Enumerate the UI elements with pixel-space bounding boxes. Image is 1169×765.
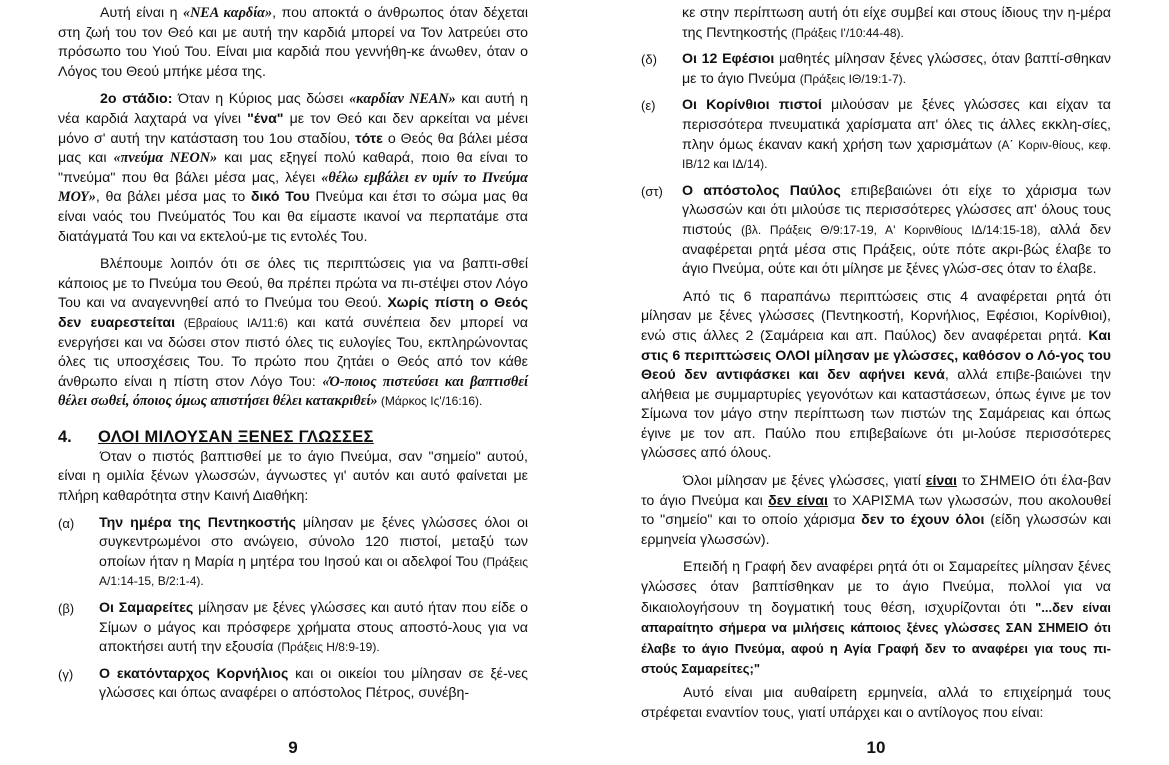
text: Από τις 6 παραπάνω περιπτώσεις στις 4 αναφέρεται ρητά ότι μίλησαν με ξένες γλώσσες (Πεντηκοστή, Κορνήλιος, Εφέσιοι, Κορίνθιοι), ενώ στις άλλες 2 (Σαμάρεια και απ. Παύλος) δεν αναφέρεται ρητά. bbox=[641, 288, 1111, 344]
list-item-text bbox=[682, 4, 1111, 43]
scripture-ref: (Πράξεις Α/1:14-15, Β/2:1-4). bbox=[99, 554, 528, 589]
list-item bbox=[641, 96, 1111, 174]
left-page bbox=[58, 0, 528, 765]
text: μίλησαν με ξένες γλώσσες και αυτό ήταν που είδε ο Σίμων ο μάγος και πρόσφερε χρήματα στους αποστό-λους για να αποκτήσει αυτή την εξουσία bbox=[99, 600, 528, 656]
text: αλλά δεν αναφέρεται ρητά μέσα στις Πράξεις, ούτε πότε ακρι-βώς έλαβε το άγιο Πνεύμα, ούτε και ότι μίλησε με ξένες γλώσ-σες όταν το έλαβε. bbox=[682, 221, 1112, 278]
left-page-body bbox=[58, 0, 528, 704]
text: , θα βάλει μέσα μας το bbox=[95, 189, 251, 206]
list-item bbox=[641, 182, 1111, 280]
emphasis: «καρδίαν ΝΕΑΝ» bbox=[349, 91, 456, 108]
quote: "...δεν είναι απαραίτητο σήμερα να μιλήσεις κάποιος ξένες γλώσσες ΣΑΝ ΣΗΜΕΙΟ ότι έλαβε το άγιο Πνεύμα, αφού η Αγία Γραφή δεν το αναφέρει για τους πι-στούς Σαμαρείτες;" bbox=[641, 599, 1111, 677]
paragraph-new-heart bbox=[58, 4, 528, 82]
emphasis: δεν το έχουν όλοι bbox=[861, 512, 985, 529]
list-marker: (ε) bbox=[641, 98, 656, 114]
emphasis: τότε bbox=[355, 130, 383, 147]
quote: «Ό-ποιος πιστεύσει και βαπτισθεί θέλει σωθεί, όποιος όμως απιστήσει θέλει κατακριθεί» bbox=[58, 373, 528, 410]
emphasis: "ένα" bbox=[247, 110, 284, 127]
emphasis: Χωρίς πίστη ο Θεός δεν ευαρεστείται bbox=[58, 295, 528, 331]
text: Όταν η Κύριος μας δώσει bbox=[172, 91, 350, 108]
text: μίλησαν με ξένες γλώσσες όλοι οι συγκεντρωμένοι στο ανώγειο, σύνολο 120 πιστοί, μεταξύ των οποίων ήταν η Μαρία η μητέρα του Ιησού και οι αδελφοί Του bbox=[99, 514, 528, 570]
list-lead: Οι Σαμαρείτες bbox=[99, 600, 194, 617]
text: , αλλά επιβε-βαιώνει την αλήθεια με συμμαρτυρίες γεγονότων και καταστάσεων, όπως έγινε με τον Σίμωνα τον μάγο στην περίπτωση των πιστών της Σαμάρειας και όπως έγινε με τον απ. Παύλο που επιβεβαίωνε ότι μι-λούσε περισσότερες γλώσσες από όλους. bbox=[641, 367, 1112, 462]
scripture-ref: (Μάρκος Ις'/16:16). bbox=[377, 394, 483, 409]
section-heading bbox=[58, 428, 528, 447]
right-page bbox=[641, 0, 1111, 765]
text: Αυτή είναι η bbox=[100, 5, 183, 21]
list-marker: (γ) bbox=[58, 666, 74, 682]
stage-label: 2ο στάδιο: bbox=[100, 91, 173, 108]
list-item-text bbox=[99, 599, 528, 658]
section-number: 4. bbox=[58, 427, 72, 446]
emphasis: «ΝΕΑ καρδία» bbox=[182, 5, 273, 21]
text: και αυτή η νέα καρδιά λαχταρά να γίνει bbox=[58, 91, 528, 127]
text: το ΣΗΜΕΙΟ ότι έλα-βαν το άγιο Πνεύμα και bbox=[641, 473, 1111, 509]
list-marker: (β) bbox=[58, 601, 75, 617]
list-item bbox=[58, 514, 528, 592]
text: μαθητές μίλησαν ξένες γλώσσες, όταν βαπτί-σθηκαν με το άγιο Πνεύμα bbox=[682, 51, 1111, 87]
list-item bbox=[58, 665, 528, 704]
paragraph-rebuttal: Αυτό είναι μια αυθαίρετη ερμηνεία, αλλά το επιχείρημά τους στρέφεται εναντίον τους, γιατί υπάρχει και ο αντίλογος που είναι: bbox=[641, 685, 1111, 721]
right-page-body bbox=[641, 0, 1111, 723]
text: Όλοι μίλησαν με ξένες γλώσσες, γιατί bbox=[683, 473, 926, 490]
scripture-ref: (βλ. Πράξεις Θ/9:17-19, Α' Κορινθίους ΙΔ/14:15-18), bbox=[740, 222, 1041, 237]
scripture-ref: (Α΄ Κοριν-θίους, κεφ. ΙΒ/12 και ΙΔ/14). bbox=[682, 137, 1111, 172]
list-marker: (α) bbox=[58, 515, 75, 531]
page-number: 10 bbox=[866, 738, 886, 757]
list-lead: Οι 12 Εφέσιοι bbox=[682, 51, 775, 68]
list-item-text bbox=[682, 96, 1111, 174]
text: με τον Θεό και δεν αρκείται να μένει μόνο σ' αυτή την κατάσταση του 1ου σταδίου, bbox=[58, 110, 528, 147]
paragraph-stage-two bbox=[58, 90, 528, 247]
list-lead: Οι Κορίνθιοι πιστοί bbox=[682, 97, 822, 114]
list-lead: Ο απόστολος Παύλος bbox=[682, 182, 841, 199]
list-item-text bbox=[99, 514, 528, 592]
scripture-ref: (Πράξεις Ι'/10:44-48). bbox=[791, 25, 904, 40]
page-number: 9 bbox=[288, 738, 298, 757]
scripture-ref: (Πράξεις ΙΘ/19:1-7). bbox=[799, 71, 906, 86]
text: μιλούσαν με ξένες γλώσσες και είχαν τα περισσότερα πνευματικά χαρίσματα απ' όλες τις άλλες εκκλη-σίες, πλην όμως έκαναν κακή χρήση των χαρισμάτων bbox=[682, 97, 1111, 153]
text: επιβεβαιώνει ότι είχε το χάρισμα των γλωσσών και ότι μιλούσε τις περισσότερες γλώσσες απ' όλους τους πιστούς bbox=[682, 182, 1111, 238]
text: κε στην περίπτωση αυτή ότι είχε συμβεί και στους ίδιους την η-μέρα της Πεντηκοστής bbox=[682, 5, 1111, 41]
list-item-continuation bbox=[641, 4, 1111, 43]
emphasis: Και στις 6 περιπτώσεις ΟΛΟΙ μίλησαν με γλώσσες, καθόσον ο Λό-γος του Θεού δεν αντιφάσκει και δεν αφήνει κενά bbox=[641, 327, 1111, 384]
emphasis: είναι bbox=[925, 473, 957, 490]
list-item-text bbox=[99, 665, 528, 704]
text: Πνεύμα και έτσι το σώμα μας θα είναι ναός του Πνεύματός Του και θα είμαστε ικανοί να περπατάμε στα διατάγματά Του και να εκτελού-με τις εντολές Του. bbox=[58, 189, 528, 245]
list-item-text bbox=[682, 182, 1111, 280]
emphasis: δεν είναι bbox=[768, 492, 828, 509]
text: (είδη γλωσσών και ερμηνεία γλωσσών). bbox=[641, 512, 1111, 548]
text: και οι οικείοι του μίλησαν σε ξέ-νες γλώσσες και όπως αναφέρει ο απόστολος Πέτρος, συνέβη- bbox=[99, 665, 528, 702]
section-title: ΟΛΟΙ ΜΙΛΟΥΣΑΝ ΞΕΝΕΣ ΓΛΩΣΣΕΣ bbox=[98, 427, 374, 446]
scripture-ref: (Εβραίους ΙΑ/11:6) bbox=[175, 315, 288, 330]
emphasis: δικό Του bbox=[250, 189, 310, 206]
text: Βλέπουμε λοιπόν ότι σε όλες τις περιπτώσεις για να βαπτι-σθεί κάποιος με το Πνεύμα του Θεού, θα πρέπει πρώτα να πι-στέψει στον Λόγο Του και να αναγεννηθεί από το Πνεύμα του Θεού. bbox=[58, 256, 528, 312]
text: , που αποκτά ο άνθρωπος όταν δέχεται στη ζωή του τον Θεό και με αυτή την καρδιά μπορεί να Τον λατρεύει στο πρόσωπο του Υιού Του. Είναι μια καρδιά που γεννήθη-κε άνωθεν, όταν ο Λόγος του Θεού μπήκε μέσα της. bbox=[58, 5, 528, 80]
text: Επειδή η Γραφή δεν αναφέρει ρητά ότι οι Σαμαρείτες μίλησαν ξένες γλώσσες όταν βαπτίσθηκαν με το άγιο Πνεύμα, πολλοί για να δικαιολογήσουν τη δογματική τους θέση, ισχυρίζονται ότι bbox=[641, 559, 1111, 616]
text: το ΧΑΡΙΣΜΑ των γλωσσών, που ακολουθεί το "σημείο" και το οποίο χάρισμα bbox=[641, 492, 1111, 529]
paragraph-sign bbox=[641, 472, 1111, 550]
list-lead: Την ημέρα της Πεντηκοστής bbox=[99, 514, 296, 531]
quote: «θέλω εμβάλει εν υμίν το Πνεύμα ΜΟΥ» bbox=[58, 169, 528, 206]
paragraph-samaritans bbox=[641, 558, 1111, 680]
paragraph-intro-tongues: Όταν ο πιστός βαπτισθεί με το άγιο Πνεύμα, σαν "σημείο" αυτού, είναι η ομιλία ξένων γλωσσών, άγνωστες γι' αυτόν και αυτό φαίνεται με πλήρη καθαρότητα στην Καινή Διαθήκη: bbox=[58, 448, 528, 505]
paragraph-faith bbox=[58, 255, 528, 412]
list-item bbox=[58, 599, 528, 658]
text: και μας εξηγεί πολύ καθαρά, ποιο θα είναι το "πνεύμα" που θα βάλει μέσα μας, λέγει bbox=[58, 150, 528, 186]
list-marker: (στ) bbox=[641, 183, 663, 199]
text: και κατά συνέπεια δεν μπορεί να ενεργήσει και να δώσει στον πιστό όλες τις ευλογίες Του, εκπληρώνοντας όλες τις υποσχέσεις Του. Το πρώτο που ζητάει ο Θεός από τον κάθε άνθρωπο είναι η πίστη στον Λόγο Του: bbox=[58, 314, 528, 390]
list-marker: (δ) bbox=[641, 52, 657, 68]
list-item bbox=[641, 50, 1111, 89]
paragraph-six-cases bbox=[641, 288, 1111, 464]
list-item-text bbox=[682, 50, 1111, 89]
scripture-ref: (Πράξεις Η/8:9-19). bbox=[277, 640, 380, 655]
emphasis: «πνεύμα ΝΕΟΝ» bbox=[113, 150, 218, 167]
text: ο Θεός θα βάλει μέσα μας και bbox=[58, 130, 528, 167]
list-lead: Ο εκατόνταρχος Κορνήλιος bbox=[99, 665, 289, 682]
